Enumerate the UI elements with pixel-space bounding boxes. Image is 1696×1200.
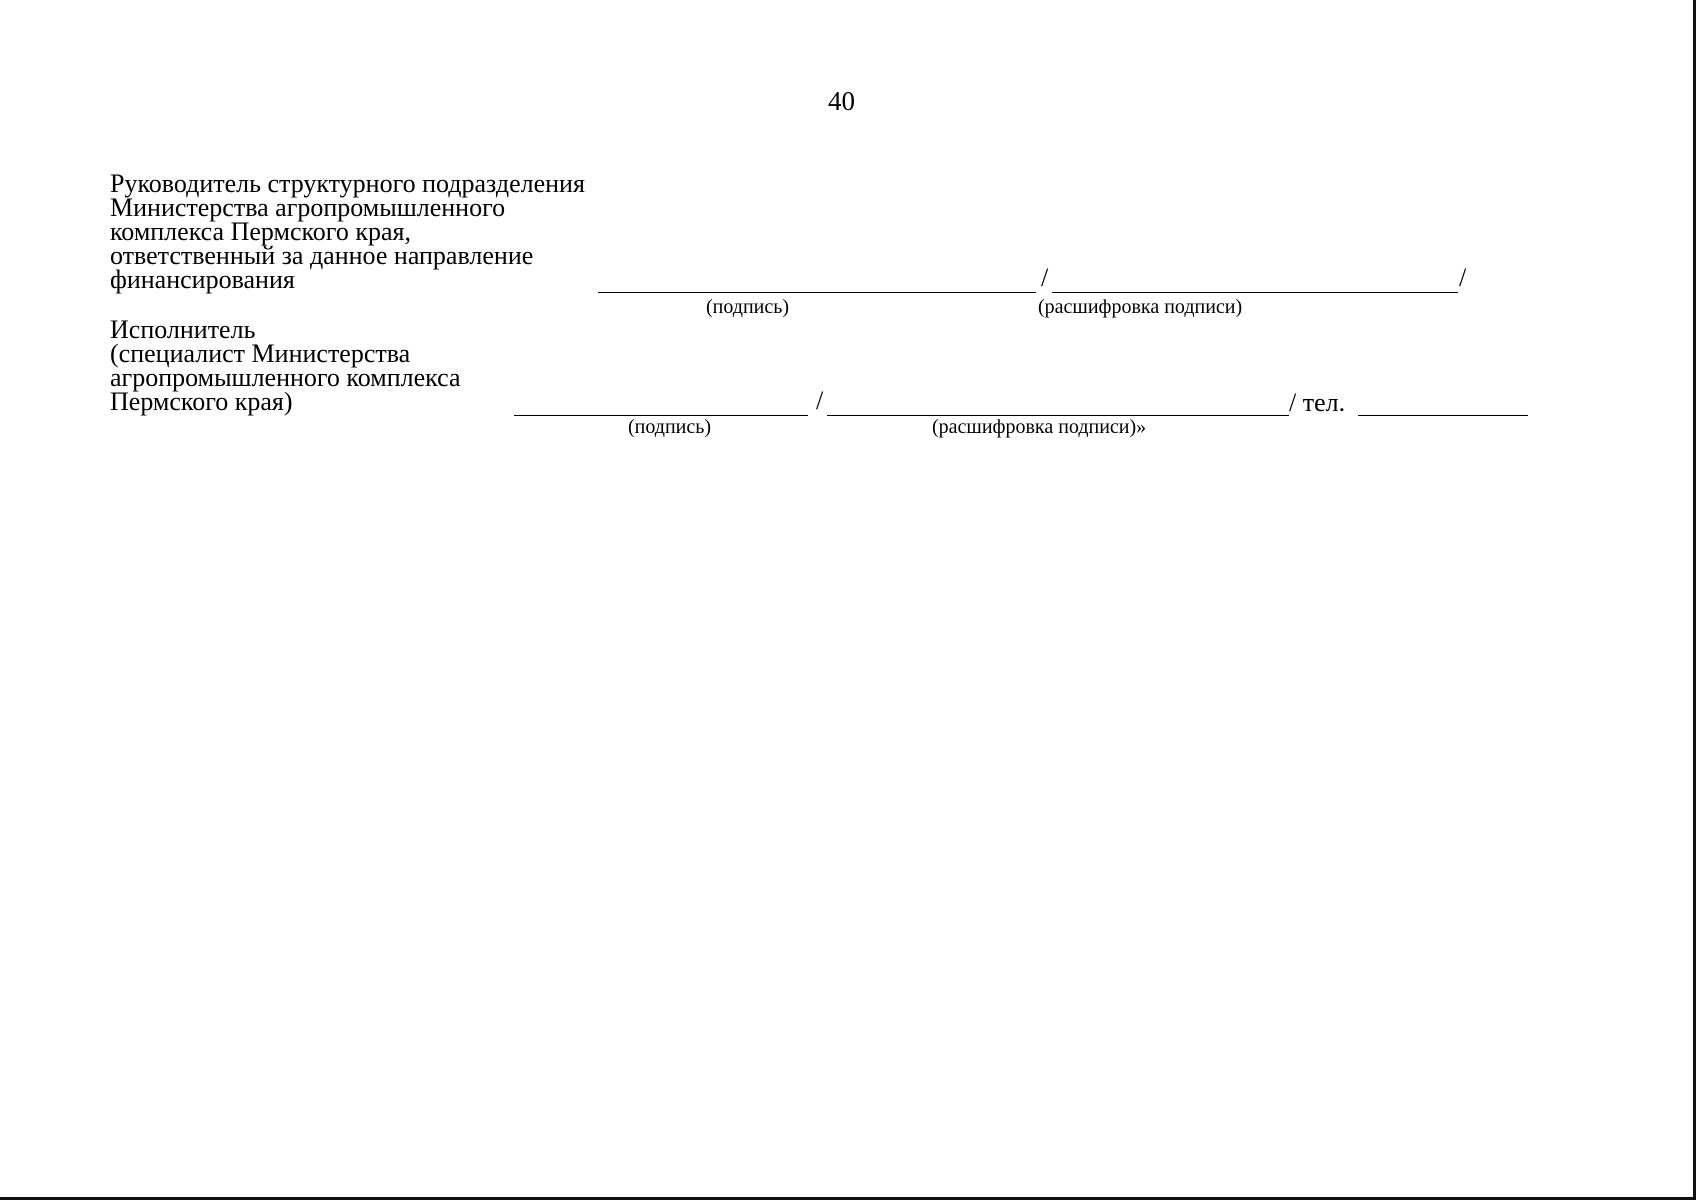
head-title-line: Министерства агропромышленного <box>110 193 506 222</box>
page-number: 40 <box>828 86 855 116</box>
head-signature-caption: (подпись) <box>706 296 790 318</box>
executor-title-line: агропромышленного комплекса <box>110 363 461 392</box>
executor-title-line: Пермского края) <box>110 387 293 416</box>
executor-decoding-caption: (расшифровка подписи)» <box>932 416 1147 438</box>
head-title-line: финансирования <box>110 265 295 294</box>
executor-title <box>110 315 461 416</box>
head-decoding-line <box>1052 292 1458 293</box>
head-separator-slash: / <box>1041 263 1049 292</box>
executor-signature-caption: (подпись) <box>628 416 712 438</box>
head-closing-slash: / <box>1459 263 1467 292</box>
head-position-title <box>110 169 585 294</box>
executor-phone-line <box>1358 415 1528 416</box>
head-signature-line <box>598 292 1036 293</box>
executor-title-line: (специалист Министерства <box>110 339 411 368</box>
executor-tel-label: / тел. <box>1289 388 1346 417</box>
executor-separator-slash: / <box>816 386 824 415</box>
head-decoding-caption: (расшифровка подписи) <box>1038 296 1243 318</box>
head-title-line: Руководитель структурного подразделения <box>110 169 585 198</box>
head-title-line: ответственный за данное направление <box>110 241 534 270</box>
head-title-line: комплекса Пермского края, <box>110 217 411 246</box>
executor-title-line: Исполнитель <box>110 315 256 344</box>
